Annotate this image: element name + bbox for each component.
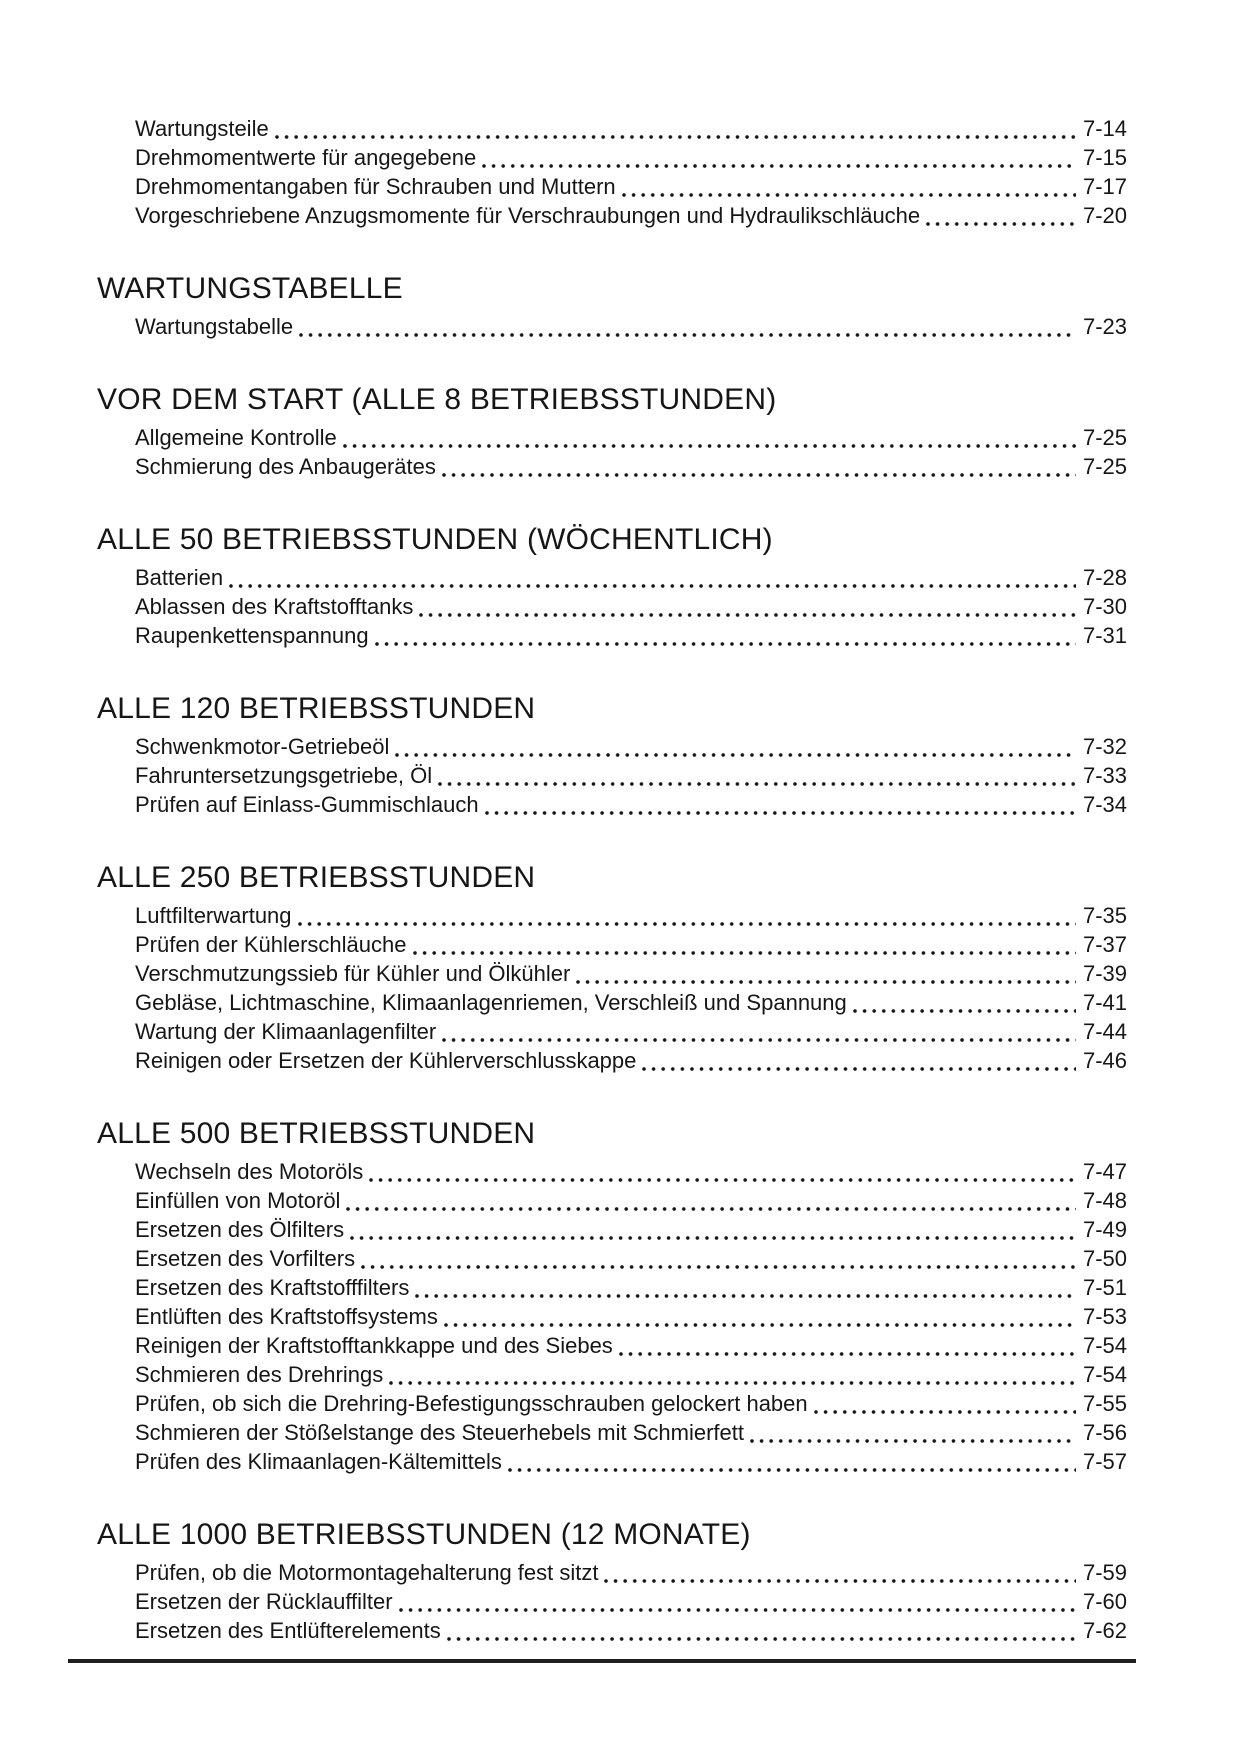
dot-leader <box>413 948 1076 956</box>
toc-entry <box>135 1558 1127 1587</box>
page-number: 7-15 <box>1082 145 1127 170</box>
entry-title: Prüfen, ob sich die Drehring-Befestigungsschrauben gelockert haben <box>135 1391 808 1416</box>
entry-title: Prüfen des Klimaanlagen-Kältemittels <box>135 1449 502 1474</box>
toc-entry <box>135 959 1127 988</box>
page-number: 7-33 <box>1082 763 1127 788</box>
dot-leader <box>619 1349 1076 1357</box>
entry-title: Schmierung des Anbaugerätes <box>135 454 436 479</box>
dot-leader <box>926 219 1076 227</box>
toc-entry <box>135 143 1127 172</box>
entry-title: Fahruntersetzungsgetriebe, Öl <box>135 763 433 788</box>
entry-title: Ersetzen des Ölfilters <box>135 1217 345 1242</box>
toc-sections <box>97 270 1127 1645</box>
entry-title: Prüfen, ob die Motormontagehalterung fest sitzt <box>135 1560 599 1585</box>
dot-leader <box>442 470 1076 478</box>
dot-leader <box>508 1465 1076 1473</box>
dot-leader <box>415 1291 1076 1299</box>
dot-leader <box>361 1262 1076 1270</box>
entry-title: Wartungsteile <box>135 116 269 141</box>
page-footer-rule <box>68 1659 1136 1663</box>
toc-entry-list <box>97 901 1127 1075</box>
dot-leader <box>346 1204 1076 1212</box>
dot-leader <box>750 1436 1076 1444</box>
page-number: 7-20 <box>1082 203 1127 228</box>
toc-entry <box>135 201 1127 230</box>
page-number: 7-25 <box>1082 425 1127 450</box>
section-heading: ALLE 250 BETRIEBSSTUNDEN <box>97 861 536 894</box>
entry-title: Drehmomentangaben für Schrauben und Muttern <box>135 174 616 199</box>
section-heading: ALLE 500 BETRIEBSSTUNDEN <box>97 1117 536 1150</box>
entry-title: Gebläse, Lichtmaschine, Klimaanlagenriemen, Verschleiß und Spannung <box>135 990 847 1015</box>
dot-leader <box>604 1576 1075 1584</box>
toc-entry <box>135 563 1127 592</box>
toc-section <box>97 1115 1127 1476</box>
page-number: 7-60 <box>1082 1589 1127 1614</box>
toc-entry <box>135 1616 1127 1645</box>
dot-leader <box>375 639 1076 647</box>
entry-title: Ersetzen des Kraftstofffilters <box>135 1275 410 1300</box>
section-heading: VOR DEM START (ALLE 8 BETRIEBSSTUNDEN) <box>97 383 777 416</box>
toc-entry <box>135 172 1127 201</box>
entry-title: Reinigen der Kraftstofftankkappe und des Siebes <box>135 1333 613 1358</box>
toc-section <box>97 1516 1127 1645</box>
toc-entry-list <box>97 732 1127 819</box>
entry-title: Prüfen der Kühlerschläuche <box>135 932 407 957</box>
page-number: 7-32 <box>1082 734 1127 759</box>
page-number: 7-47 <box>1082 1159 1127 1184</box>
dot-leader <box>399 1605 1076 1613</box>
entry-title: Entlüften des Kraftstoffsystems <box>135 1304 438 1329</box>
toc-entry <box>135 114 1127 143</box>
entry-title: Vorgeschriebene Anzugsmomente für Verschraubungen und Hydraulikschläuche <box>135 203 921 228</box>
page-number: 7-53 <box>1082 1304 1127 1329</box>
toc-entry-list <box>97 114 1127 230</box>
dot-leader <box>275 132 1076 140</box>
toc-entry-list <box>97 312 1127 341</box>
entry-title: Wartungstabelle <box>135 314 294 339</box>
page-number: 7-56 <box>1082 1420 1127 1445</box>
page-number: 7-41 <box>1082 990 1127 1015</box>
dot-leader <box>229 581 1076 589</box>
section-heading: ALLE 120 BETRIEBSSTUNDEN <box>97 692 536 725</box>
page-number: 7-25 <box>1082 454 1127 479</box>
dot-leader <box>350 1233 1076 1241</box>
dot-leader <box>419 610 1076 618</box>
toc-entry <box>135 621 1127 650</box>
page-number: 7-31 <box>1082 623 1127 648</box>
toc-entry <box>135 452 1127 481</box>
page-number: 7-23 <box>1082 314 1127 339</box>
entry-title: Schmieren des Drehrings <box>135 1362 384 1387</box>
dot-leader <box>389 1378 1076 1386</box>
toc-entry <box>135 1587 1127 1616</box>
page-number: 7-48 <box>1082 1188 1127 1213</box>
dot-leader <box>576 977 1076 985</box>
dot-leader <box>482 161 1076 169</box>
entry-title: Wechseln des Motoröls <box>135 1159 364 1184</box>
entry-title: Ersetzen der Rücklauffilter <box>135 1589 393 1614</box>
dot-leader <box>369 1175 1076 1183</box>
toc-entry <box>135 901 1127 930</box>
entry-title: Schmieren der Stößelstange des Steuerhebels mit Schmierfett <box>135 1420 744 1445</box>
entry-title: Allgemeine Kontrolle <box>135 425 337 450</box>
toc-entry <box>135 790 1127 819</box>
entry-title: Ersetzen des Entlüfterelements <box>135 1618 441 1643</box>
toc-entry <box>135 1215 1127 1244</box>
section-heading: ALLE 50 BETRIEBSSTUNDEN (WÖCHENTLICH) <box>97 523 773 556</box>
toc-entry <box>135 1273 1127 1302</box>
dot-leader <box>853 1006 1076 1014</box>
page-number: 7-34 <box>1082 792 1127 817</box>
toc-entry <box>135 988 1127 1017</box>
toc-entry-list <box>97 1157 1127 1476</box>
toc-entry <box>135 1157 1127 1186</box>
toc-entry <box>135 1418 1127 1447</box>
toc-entry <box>135 1186 1127 1215</box>
table-of-contents <box>97 0 1127 1663</box>
toc-entry <box>135 1360 1127 1389</box>
toc-entry <box>135 1046 1127 1075</box>
page-number: 7-57 <box>1082 1449 1127 1474</box>
entry-title: Schwenkmotor-Getriebeöl <box>135 734 390 759</box>
page-number: 7-14 <box>1082 116 1127 141</box>
entry-title: Batterien <box>135 565 224 590</box>
toc-section <box>97 270 1127 341</box>
page-number: 7-54 <box>1082 1362 1127 1387</box>
toc-entry-list <box>97 1558 1127 1645</box>
toc-entry <box>135 1244 1127 1273</box>
page-number: 7-17 <box>1082 174 1127 199</box>
dot-leader <box>298 919 1076 927</box>
page-number: 7-46 <box>1082 1048 1127 1073</box>
toc-section <box>97 381 1127 481</box>
toc-entry-list <box>97 563 1127 650</box>
entry-title: Prüfen auf Einlass-Gummischlauch <box>135 792 479 817</box>
page-number: 7-49 <box>1082 1217 1127 1242</box>
dot-leader <box>395 750 1076 758</box>
dot-leader <box>438 779 1076 787</box>
section-heading: ALLE 1000 BETRIEBSSTUNDEN (12 MONATE) <box>97 1518 751 1551</box>
page-number: 7-55 <box>1082 1391 1127 1416</box>
page-number: 7-50 <box>1082 1246 1127 1271</box>
entry-title: Ersetzen des Vorfilters <box>135 1246 356 1271</box>
toc-entry <box>135 592 1127 621</box>
entry-title: Einfüllen von Motoröl <box>135 1188 341 1213</box>
page-number: 7-37 <box>1082 932 1127 957</box>
dot-leader <box>442 1035 1076 1043</box>
dot-leader <box>343 441 1076 449</box>
entry-title: Ablassen des Kraftstofftanks <box>135 594 414 619</box>
page-number: 7-51 <box>1082 1275 1127 1300</box>
dot-leader <box>622 190 1076 198</box>
entry-title: Reinigen oder Ersetzen der Kühlerverschlusskappe <box>135 1048 637 1073</box>
page-number: 7-59 <box>1082 1560 1127 1585</box>
toc-entry <box>135 732 1127 761</box>
toc-entry <box>135 423 1127 452</box>
dot-leader <box>485 808 1076 816</box>
toc-entry <box>135 761 1127 790</box>
toc-entry <box>135 1389 1127 1418</box>
dot-leader <box>814 1407 1076 1415</box>
toc-section <box>97 521 1127 650</box>
dot-leader <box>447 1634 1076 1642</box>
page-number: 7-39 <box>1082 961 1127 986</box>
toc-section <box>97 690 1127 819</box>
toc-section <box>97 859 1127 1075</box>
section-heading: WARTUNGSTABELLE <box>97 272 403 305</box>
page-number: 7-54 <box>1082 1333 1127 1358</box>
entry-title: Verschmutzungssieb für Kühler und Ölkühler <box>135 961 571 986</box>
toc-entry <box>135 1017 1127 1046</box>
toc-entry <box>135 930 1127 959</box>
page-number: 7-30 <box>1082 594 1127 619</box>
dot-leader <box>299 330 1076 338</box>
toc-entry <box>135 1331 1127 1360</box>
entry-title: Wartung der Klimaanlagenfilter <box>135 1019 437 1044</box>
entry-title: Luftfilterwartung <box>135 903 292 928</box>
toc-front-group <box>97 114 1127 230</box>
entry-title: Raupenkettenspannung <box>135 623 369 648</box>
page-number: 7-28 <box>1082 565 1127 590</box>
dot-leader <box>444 1320 1076 1328</box>
page-number: 7-35 <box>1082 903 1127 928</box>
toc-entry-list <box>97 423 1127 481</box>
page-number: 7-62 <box>1082 1618 1127 1643</box>
dot-leader <box>642 1064 1076 1072</box>
toc-entry <box>135 1302 1127 1331</box>
page-number: 7-44 <box>1082 1019 1127 1044</box>
toc-entry <box>135 312 1127 341</box>
toc-entry <box>135 1447 1127 1476</box>
entry-title: Drehmomentwerte für angegebene <box>135 145 477 170</box>
